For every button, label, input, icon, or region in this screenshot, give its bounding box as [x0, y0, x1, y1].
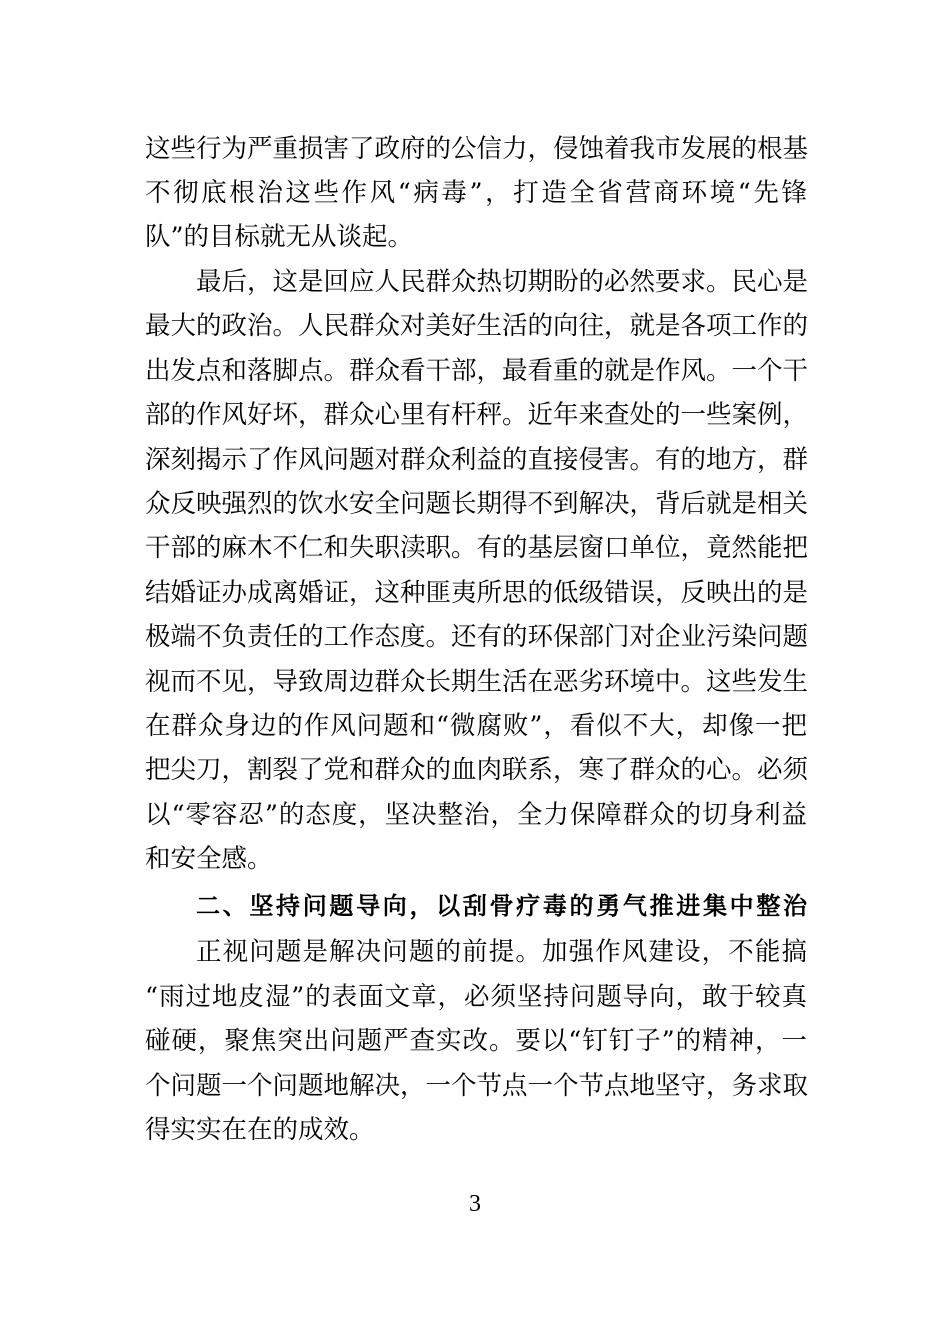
- body-line: 视而不见，导致周边群众长期生活在恶劣环境中。这些发生: [145, 667, 809, 697]
- body-line: 得实实在在的成效。: [145, 1115, 375, 1145]
- body-line: 结婚证办成离婚证，这种匪夷所思的低级错误，反映出的是: [145, 578, 809, 608]
- page-number: 3: [469, 1191, 481, 1217]
- body-line: 碰硬，聚焦突出问题严查实改。要以“钉钉子”的精神，一: [145, 1026, 807, 1056]
- body-line: 把尖刀，割裂了党和群众的血肉联系，寒了群众的心。必须: [145, 755, 809, 785]
- body-line: “雨过地皮湿”的表面文章，必须坚持问题导向，敢于较真: [145, 982, 807, 1012]
- body-line: 极端不负责任的工作态度。还有的环保部门对企业污染问题: [145, 622, 809, 652]
- paragraph-first-line: 正视问题是解决问题的前提。加强作风建设，不能搞: [196, 937, 807, 967]
- body-line: 队”的目标就无从谈起。: [145, 222, 414, 252]
- body-line: 最大的政治。人民群众对美好生活的向往，就是各项工作的: [145, 311, 809, 341]
- body-line: 个问题一个问题地解决，一个节点一个节点地坚守，务求取: [145, 1071, 809, 1101]
- body-line: 干部的麻木不仁和失职渎职。有的基层窗口单位，竟然能把: [145, 533, 809, 563]
- body-line: 以“零容忍”的态度，坚决整治，全力保障群众的切身利益: [145, 800, 807, 830]
- body-line: 出发点和落脚点。群众看干部，最看重的就是作风。一个干: [145, 356, 809, 386]
- body-line: 众反映强烈的饮水安全问题长期得不到解决，背后就是相关: [145, 489, 809, 519]
- body-line: 在群众身边的作风问题和“微腐败”，看似不大，却像一把: [145, 711, 807, 741]
- paragraph-first-line: 最后，这是回应人民群众热切期盼的必然要求。民心是: [196, 267, 809, 297]
- body-line: 和安全感。: [145, 844, 273, 874]
- body-line: 部的作风好坏，群众心里有杆秤。近年来查处的一些案例，: [145, 400, 809, 430]
- section-heading: 二、坚持问题导向，以刮骨疗毒的勇气推进集中整治: [196, 892, 807, 920]
- body-line: 深刻揭示了作风问题对群众利益的直接侵害。有的地方，群: [145, 445, 809, 475]
- body-line: 不彻底根治这些作风“病毒”，打造全省营商环境“先锋: [145, 178, 807, 208]
- body-line: 这些行为严重损害了政府的公信力，侵蚀着我市发展的根基: [145, 134, 809, 164]
